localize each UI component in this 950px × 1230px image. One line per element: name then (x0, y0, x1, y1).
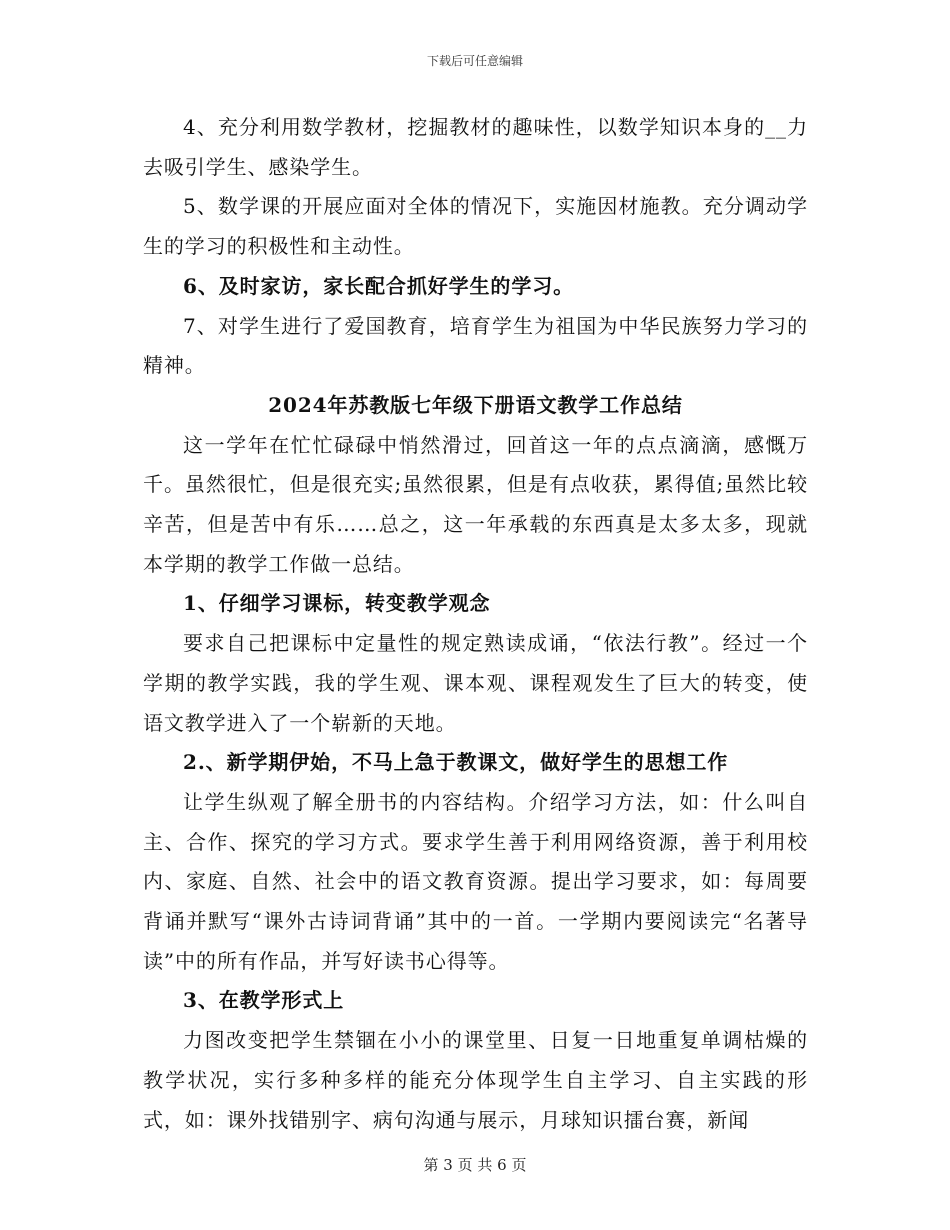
section-title: 2024年苏教版七年级下册语文教学工作总结 (268, 392, 683, 417)
section-heading-3: 3、在教学形式上 (183, 988, 345, 1013)
list-item-5: 5、数学课的开展应面对全体的情况下，实施因材施教。充分调动学生的学习的积极性和主动性。 (143, 194, 808, 259)
document-body (143, 108, 808, 1140)
list-item-4: 4、充分利用数学教材，挖掘教材的趣味性，以数学知识本身的__力去吸引学生、感染学生。 (143, 115, 808, 179)
page-number: 第 3 页 共 6 页 (423, 1156, 527, 1174)
section-1-paragraph: 要求自己把课标中定量性的规定熟读成诵，“依法行教”。经过一个学期的教学实践，我的学生观、课本观、课程观发生了巨大的转变，使语文教学进入了一个崭新的天地。 (143, 631, 808, 735)
section-heading-2: 2.、新学期伊始，不马上急于教课文，做好学生的思想工作 (183, 750, 729, 775)
section-heading-1: 1、仔细学习课标，转变教学观念 (183, 591, 491, 616)
intro-paragraph: 这一学年在忙忙碌碌中悄然滑过，回首这一年的点点滴滴，感慨万千。虽然很忙，但是很充实;虽然很累，但是有点收获，累得值;虽然比较辛苦，但是苦中有乐……总之，这一年承载的东西真是太多太多，现就本学期的教学工作做一总结。 (143, 432, 808, 576)
page-header-note: 下载后可任意编辑 (426, 54, 523, 68)
list-item-7: 7、对学生进行了爱国教育，培育学生为祖国为中华民族努力学习的精神。 (143, 313, 808, 378)
section-3-paragraph: 力图改变把学生禁锢在小小的课堂里、日复一日地重复单调枯燥的教学状况，实行多种多样的能充分体现学生自主学习、自主实践的形式，如：课外找错别字、病句沟通与展示，月球知识擂台赛，新闻 (143, 1028, 808, 1132)
section-2-paragraph: 让学生纵观了解全册书的内容结构。介绍学习方法，如：什么叫自主、合作、探究的学习方式。要求学生善于利用网络资源，善于利用校内、家庭、自然、社会中的语文教育资源。提出学习要求，如：每周要背诵并默写“课外古诗词背诵”其中的一首。一学期内要阅读完“名著导读”中的所有作品，并写好读书心得等。 (143, 789, 808, 973)
list-item-6-heading: 6、及时家访，家长配合抓好学生的学习。 (183, 273, 575, 298)
